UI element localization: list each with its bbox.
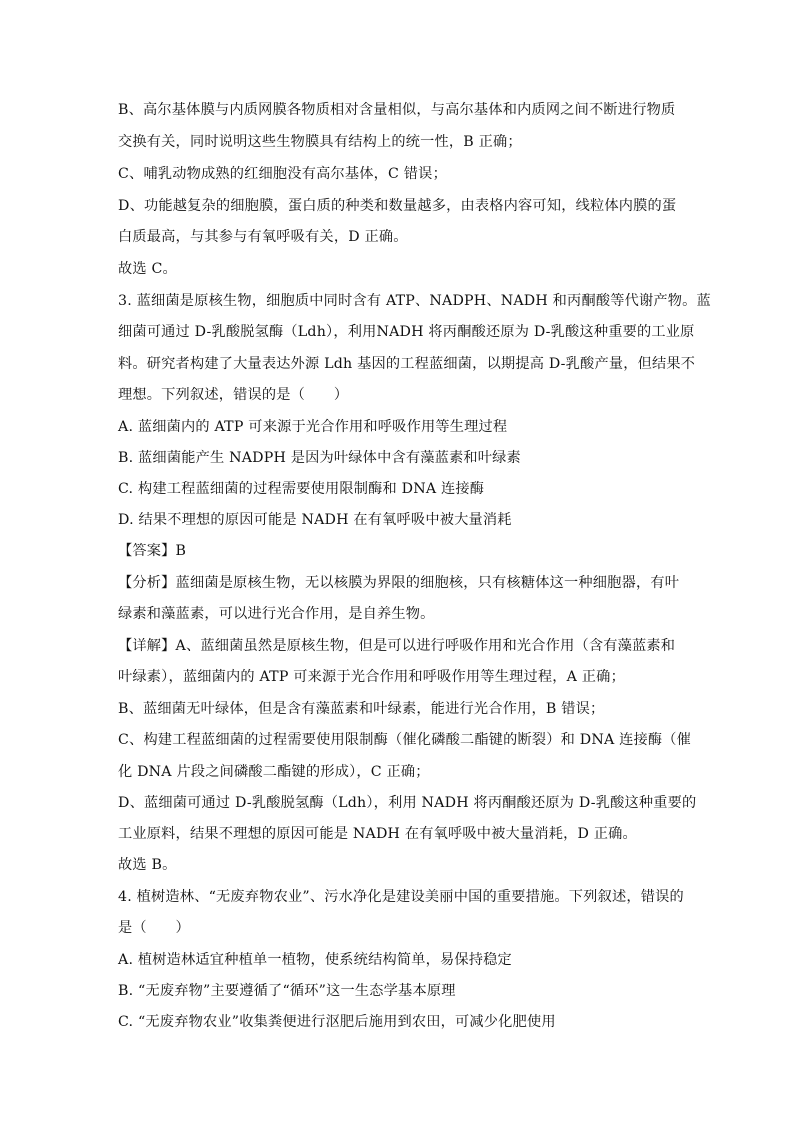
option-b: B. “无废弃物”主要遵循了“循环”这一生态学基本原理 (118, 983, 456, 999)
question-3-stem: 理想。下列叙述，错误的是（ ） (118, 387, 349, 403)
explanation-line: B、蓝细菌无叶绿体，但是含有藻蓝素和叶绿素，能进行光合作用，B 错误； (118, 701, 605, 717)
question-3-stem: 3. 蓝细菌是原核生物，细胞质中同时含有 ATP、NADPH、NADH 和丙酮酸等代谢产物。蓝 (118, 293, 711, 309)
option-c: C. “无废弃物农业”收集粪便进行沤肥后施用到农田，可减少化肥使用 (118, 1014, 556, 1030)
text-line: 故选 B。 (118, 857, 177, 873)
option-a: A. 蓝细菌内的 ATP 可来源于光合作用和呼吸作用等生理过程 (118, 419, 508, 435)
question-4-stem: 是（ ） (118, 920, 190, 936)
text-line: B、高尔基体膜与内质网膜各物质相对含量相似，与高尔基体和内质网之间不断进行物质 (118, 102, 676, 118)
option-a: A. 植树造林适宜种植单一植物，使系统结构简单，易保持稳定 (118, 952, 512, 968)
option-d: D. 结果不理想的原因可能是 NADH 在有氧呼吸中被大量消耗 (118, 512, 512, 528)
explanation-line: 工业原料，结果不理想的原因可能是 NADH 在有氧呼吸中被大量消耗，D 正确。 (118, 826, 637, 842)
question-3-stem: 料。研究者构建了大量表达外源 Ldh 基因的工程蓝细菌，以期提高 D-乳酸产量，但结果不 (118, 356, 696, 372)
question-3-stem: 细菌可通过 D-乳酸脱氢酶（Ldh），利用NADH 将丙酮酸还原为 D-乳酸这种重要的工业原 (118, 324, 695, 340)
answer-line: 【答案】B (118, 543, 187, 559)
text-line: D、功能越复杂的细胞膜，蛋白质的种类和数量越多，由表格内容可知，线粒体内膜的蛋 (118, 198, 677, 214)
explanation-line: D、蓝细菌可通过 D-乳酸脱氢酶（Ldh），利用 NADH 将丙酮酸还原为 D-乳酸这种重要的 (118, 795, 697, 811)
text-line: 故选 C。 (118, 261, 177, 277)
question-4-stem: 4. 植树造林、“无废弃物农业”、污水净化是建设美丽中国的重要措施。下列叙述，错误的 (118, 889, 684, 905)
text-line: 交换有关，同时说明这些生物膜具有结构上的统一性，B 正确； (118, 134, 522, 150)
explanation-line: C、构建工程蓝细菌的过程需要使用限制酶（催化磷酸二酯键的断裂）和 DNA 连接酶（催 (118, 732, 692, 748)
explanation-line: 【详解】A、蓝细菌虽然是原核生物，但是可以进行呼吸作用和光合作用（含有藻蓝素和 (118, 638, 676, 654)
option-c: C. 构建工程蓝细菌的过程需要使用限制酶和 DNA 连接酶 (118, 481, 485, 497)
text-line: 白质最高，与其参与有氧呼吸有关，D 正确。 (118, 229, 408, 245)
analysis-line: 绿素和藻蓝素，可以进行光合作用，是自养生物。 (118, 606, 435, 622)
explanation-line: 化 DNA 片段之间磷酸二酯键的形成），C 正确； (118, 764, 430, 780)
option-b: B. 蓝细菌能产生 NADPH 是因为叶绿体中含有藻蓝素和叶绿素 (118, 450, 521, 466)
text-line: C、哺乳动物成熟的红细胞没有高尔基体，C 错误； (118, 166, 447, 182)
analysis-line: 【分析】蓝细菌是原核生物，无以核膜为界限的细胞核，只有核糖体这一种细胞器，有叶 (118, 575, 680, 591)
explanation-line: 叶绿素），蓝细菌内的 ATP 可来源于光合作用和呼吸作用等生理过程，A 正确； (118, 669, 625, 685)
